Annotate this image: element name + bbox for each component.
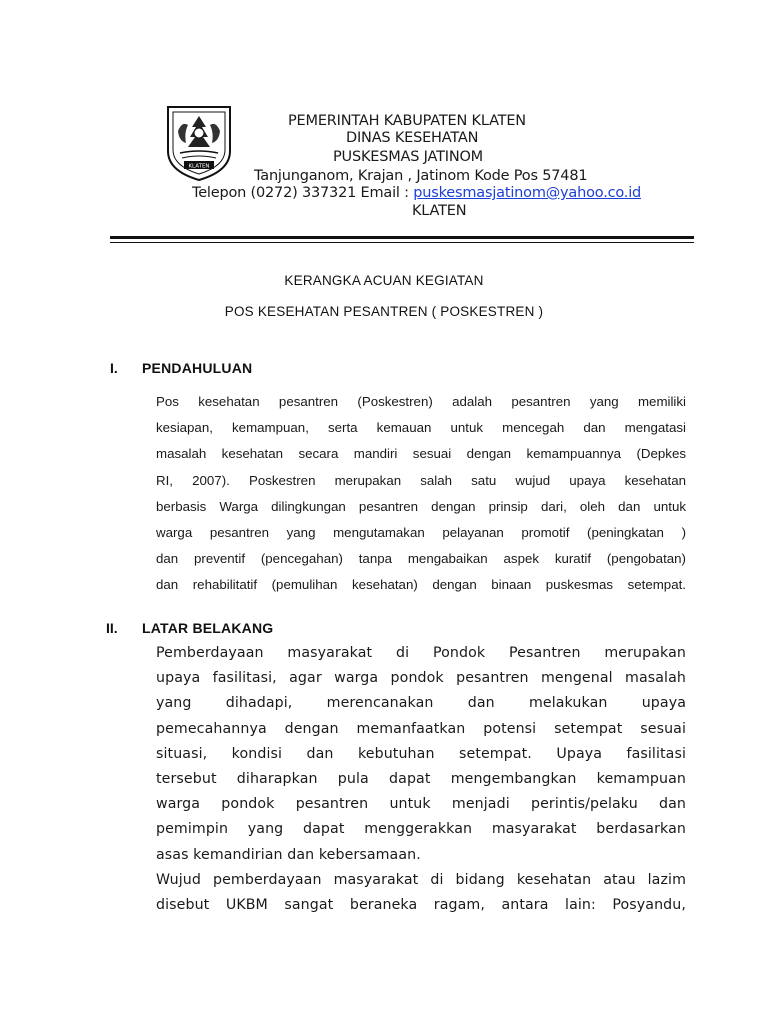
section-2-line: Pemberdayaan masyarakat di Pondok Pesantren merupakan xyxy=(156,645,686,661)
document-title: KERANGKA ACUAN KEGIATAN xyxy=(284,273,484,288)
letterhead-phone: Telepon (0272) 337321 Email : xyxy=(192,185,414,201)
section-1-line: kesiapan, kemampuan, serta kemauan untuk mencegah dan mengatasi xyxy=(156,420,686,436)
letterhead-city: KLATEN xyxy=(412,203,467,219)
letterhead-government: PEMERINTAH KABUPATEN KLATEN xyxy=(288,113,526,129)
letterhead-divider-thin xyxy=(110,242,694,243)
letterhead-divider-thick xyxy=(110,236,694,239)
section-2-line: upaya fasilitasi, agar warga pondok pesantren mengenal masalah xyxy=(156,670,686,687)
section-2-body xyxy=(156,641,686,918)
section-2-line: asas kemandirian dan kebersamaan. xyxy=(156,846,421,863)
section-2-heading: LATAR BELAKANG xyxy=(142,620,274,636)
section-1-line: berbasis Warga dilingkungan pesantren dengan prinsip dari, oleh dan untuk xyxy=(156,498,686,514)
letterhead-puskesmas: PUSKESMAS JATINOM xyxy=(333,149,483,165)
section-1-line: warga pesantren yang mengutamakan pelayanan promotif (peningkatan ) xyxy=(156,525,686,541)
section-2-line: Wujud pemberdayaan masyarakat di bidang kesehatan atau lazim xyxy=(156,871,686,888)
section-2-line: pemecahannya dengan memanfaatkan potensi setempat sesuai xyxy=(156,720,686,737)
section-2-line: warga pondok pesantren untuk menjadi perintis/pelaku dan xyxy=(156,796,686,813)
section-1-body xyxy=(156,389,686,599)
section-2-line: disebut UKBM sangat beraneka ragam, antara lain: Posyandu, xyxy=(156,897,686,914)
section-1-line: dan rehabilitatif (pemulihan kesehatan) dengan binaan puskesmas setempat. xyxy=(156,577,686,593)
document-subtitle: POS KESEHATAN PESANTREN ( POSKESTREN ) xyxy=(224,304,544,319)
section-2-line: tersebut diharapkan pula dapat mengembangkan kemampuan xyxy=(156,771,686,788)
email-link[interactable]: puskesmasjatinom@yahoo.co.id xyxy=(413,185,642,201)
section-2-numeral: II. xyxy=(106,620,118,636)
section-1-heading: PENDAHULUAN xyxy=(142,360,253,376)
letterhead-address: Tanjunganom, Krajan , Jatinom Kode Pos 57481 xyxy=(254,168,588,184)
section-2-line: pemimpin yang dapat menggerakkan masyarakat berdasarkan xyxy=(156,821,686,838)
section-2-line: yang dihadapi, merencanakan dan melakukan upaya xyxy=(156,695,686,712)
kabupaten-klaten-logo xyxy=(164,103,234,183)
section-1-line: dan preventif (pencegahan) tanpa mengabaikan aspek kuratif (pengobatan) xyxy=(156,551,686,567)
logo-caption: KLATEN xyxy=(188,163,210,170)
section-1-line: RI, 2007). Poskestren merupakan salah satu wujud upaya kesehatan xyxy=(156,472,686,488)
letterhead-department: DINAS KESEHATAN xyxy=(346,130,479,146)
section-1-line: Pos kesehatan pesantren (Poskestren) adalah pesantren yang memiliki xyxy=(156,394,686,409)
letterhead-contact xyxy=(192,184,641,203)
section-2-line: situasi, kondisi dan kebutuhan setempat. Upaya fasilitasi xyxy=(156,745,686,762)
section-1-numeral: I. xyxy=(110,360,118,376)
section-1-line: masalah kesehatan secara mandiri sesuai dengan kemampuannya (Depkes xyxy=(156,446,686,462)
